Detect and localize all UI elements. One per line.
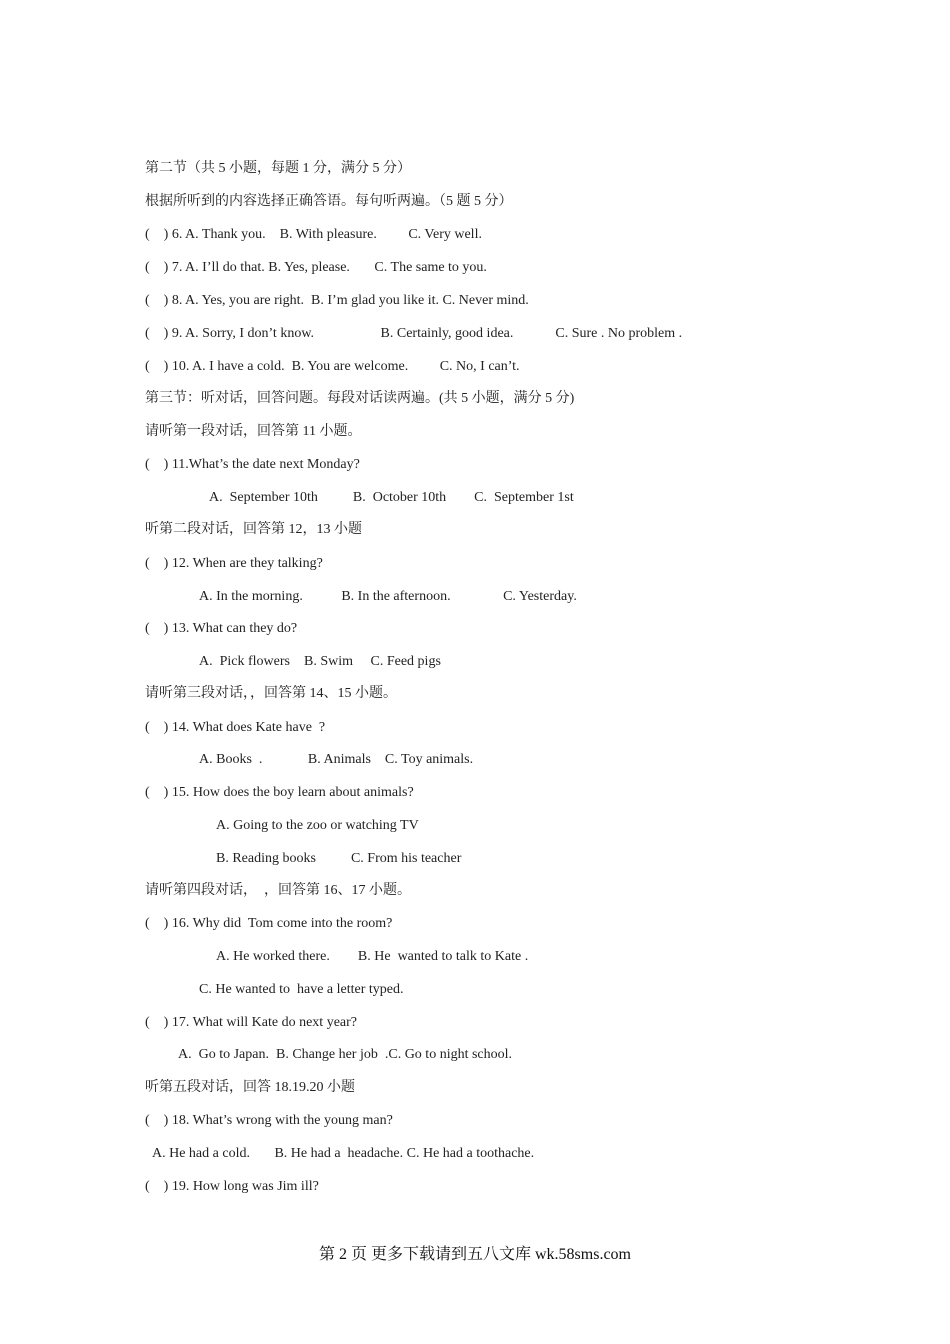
question-17: ( ) 17. What will Kate do next year? xyxy=(145,1015,358,1030)
question-18: ( ) 18. What’s wrong with the young man? xyxy=(145,1113,393,1128)
question-17-options: A. Go to Japan. B. Change her job .C. Go to night school. xyxy=(178,1047,513,1062)
section-3-heading: 第三节：听对话，回答问题。每段对话读两遍。(共 5 小题，满分 5 分) xyxy=(145,391,575,406)
question-13-options: A. Pick flowers B. Swim C. Feed pigs xyxy=(199,654,441,669)
question-7: ( ) 7. A. I’ll do that. B. Yes, please. C. The same to you. xyxy=(145,260,487,275)
dialogue-2-instruction: 听第二段对话，回答第 12，13 小题 xyxy=(145,522,362,537)
question-8: ( ) 8. A. Yes, you are right. B. I’m glad you like it. C. Never mind. xyxy=(145,293,529,308)
question-14: ( ) 14. What does Kate have ? xyxy=(145,720,326,735)
dialogue-4-instruction: 请听第四段对话， ，回答第 16、17 小题。 xyxy=(145,883,411,898)
dialogue-3-instruction: 请听第三段对话，，回答第 14、15 小题。 xyxy=(145,686,397,701)
question-12-options: A. In the morning. B. In the afternoon. C. Yesterday. xyxy=(199,589,577,604)
section-2-instructions: 根据所听到的内容选择正确答语。每句听两遍。（5 题 5 分） xyxy=(145,194,513,209)
question-16: ( ) 16. Why did Tom come into the room? xyxy=(145,916,393,931)
question-18-options: A. He had a cold. B. He had a headache. C. He had a toothache. xyxy=(152,1146,535,1161)
question-15: ( ) 15. How does the boy learn about animals? xyxy=(145,785,414,800)
page-footer: 第 2 页 更多下载请到五八文库 wk.58sms.com xyxy=(318,1246,631,1263)
question-12: ( ) 12. When are they talking? xyxy=(145,556,323,571)
question-15-options-bc: B. Reading books C. From his teacher xyxy=(216,851,462,866)
question-19: ( ) 19. How long was Jim ill? xyxy=(145,1179,319,1194)
question-16-option-c: C. He wanted to have a letter typed. xyxy=(199,982,404,997)
section-2-heading: 第二节（共 5 小题，每题 1 分，满分 5 分） xyxy=(145,161,411,176)
question-9: ( ) 9. A. Sorry, I don’t know. B. Certainly, good idea. C. Sure . No problem . xyxy=(145,326,683,341)
question-13: ( ) 13. What can they do? xyxy=(145,621,298,636)
dialogue-5-instruction: 听第五段对话，回答 18.19.20 小题 xyxy=(145,1080,355,1095)
dialogue-1-instruction: 请听第一段对话，回答第 11 小题。 xyxy=(145,424,362,439)
question-16-options-ab: A. He worked there. B. He wanted to talk to Kate . xyxy=(216,949,529,964)
question-11: ( ) 11.What’s the date next Monday? xyxy=(145,457,360,472)
question-6: ( ) 6. A. Thank you. B. With pleasure. C. Very well. xyxy=(145,227,482,242)
question-11-options: A. September 10th B. October 10th C. September 1st xyxy=(209,490,574,505)
question-14-options: A. Books . B. Animals C. Toy animals. xyxy=(199,752,474,767)
question-15-option-a: A. Going to the zoo or watching TV xyxy=(216,818,419,833)
question-10: ( ) 10. A. I have a cold. B. You are welcome. C. No, I can’t. xyxy=(145,359,520,374)
